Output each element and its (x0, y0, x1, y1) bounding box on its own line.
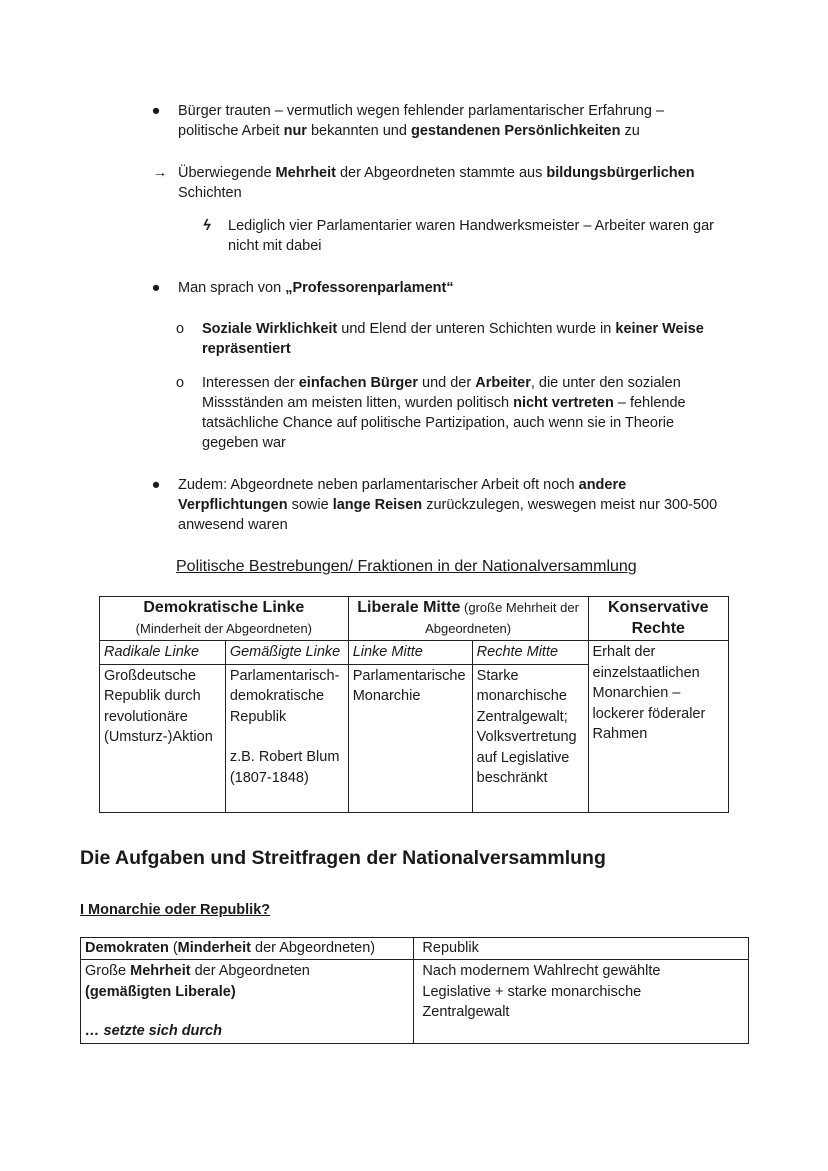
text: nicht mit dabei (228, 238, 322, 254)
header-label: Demokratische Linke (143, 599, 305, 616)
bold-text: Arbeiter (475, 375, 531, 391)
paragraph-professorenparlament (178, 278, 738, 298)
header-liberale-mitte (348, 597, 588, 641)
text: der Abgeordneten (190, 963, 310, 979)
table-row (100, 641, 729, 665)
text: Interessen der (202, 375, 299, 391)
header-sublabel: (große Mehrheit der Abgeordneten) (425, 600, 579, 636)
header-label: Konservative Rechte (608, 599, 709, 637)
table-row (81, 960, 749, 1044)
bold-italic-text: … setzte sich durch (85, 1023, 222, 1039)
cell-text: Parlamentarisch-demokratische Republik (229, 667, 340, 725)
section-subheading: I Monarchie oder Republik? (80, 902, 271, 918)
bold-text: einfachen Bürger (298, 375, 418, 391)
text: zurückzulegen, weswegen meist nur 300-500 (422, 497, 718, 513)
text: Schichten (178, 185, 242, 201)
bold-text: Mehrheit (130, 963, 191, 979)
bold-text: Verpflichtungen (178, 497, 288, 513)
text: tatsächliche Chance auf politische Partizipation, auch wenn sie in Theorie (202, 415, 675, 431)
cell-konservative-text: Erhalt der einzelstaatlichen Monarchien – lockerer föderaler Rahmen (588, 641, 729, 813)
cell-rechte-mitte: Starke monarchische Zentralgewalt; Volksvertretung auf Legislative beschränkt (472, 664, 588, 812)
bold-text: bildungsbürgerlichen (546, 165, 695, 181)
circle-bullet-icon: o (175, 321, 185, 337)
subheader-radikale-linke: Radikale Linke (100, 641, 226, 665)
text: Missständen am meisten litten, wurden politisch (202, 395, 514, 411)
bold-text: Mehrheit (275, 165, 336, 181)
section-heading: Die Aufgaben und Streitfragen der Nationalversammlung (80, 847, 606, 869)
text: gegeben war (202, 435, 286, 451)
text: Zudem: Abgeordnete neben parlamentarischer Arbeit oft noch (178, 477, 579, 493)
table-title: Politische Bestrebungen/ Fraktionen in der Nationalversammlung (176, 558, 637, 575)
text: zu (620, 123, 640, 139)
cell-wahlrecht: Nach modernem Wahlrecht gewählte Legislative + starke monarchische Zentralgewalt (414, 960, 749, 1044)
table-row (81, 938, 749, 960)
arrow-right-icon: → (152, 165, 168, 181)
text: der Abgeordneten) (250, 940, 376, 956)
bold-text: gestandenen Persönlichkeiten (410, 123, 621, 139)
cell-demokraten (81, 938, 414, 960)
header-konservative-rechte (588, 597, 729, 641)
circle-bullet-icon: o (175, 375, 185, 391)
paragraph-soziale-wirklichkeit (202, 319, 742, 359)
cell-radikale-linke: Großdeutsche Republik durch revolutionäre (Umsturz-)Aktion (100, 664, 226, 812)
bold-text: Minderheit (177, 940, 251, 956)
lightning-icon: ϟ (203, 218, 211, 234)
text: und der (417, 375, 476, 391)
text: , die unter den sozialen (530, 375, 681, 391)
bold-text: andere (578, 477, 627, 493)
header-sublabel: (Minderheit der Abgeordneten) (135, 620, 313, 636)
text: der Abgeordneten stammte aus (335, 165, 547, 181)
bold-text: repräsentiert (202, 341, 291, 357)
bold-text: keiner Weise (615, 321, 704, 337)
bold-text: Soziale Wirklichkeit (202, 321, 338, 337)
paragraph-mehrheit (178, 163, 748, 203)
bold-text: nicht vertreten (513, 395, 614, 411)
bold-text: lange Reisen (332, 497, 423, 513)
bullet-dot: ● (151, 280, 161, 296)
text: sowie (287, 497, 333, 513)
text: Man sprach von (178, 280, 286, 296)
subheader-gemaessigte-linke: Gemäßigte Linke (225, 641, 348, 665)
cell-mehrheit (81, 960, 414, 1044)
text: Überwiegende (178, 165, 276, 181)
cell-linke-mitte: Parlamentarische Monarchie (348, 664, 472, 812)
cell-gemaessigte-linke (225, 664, 348, 812)
bold-text: „Professorenparlament“ (285, 280, 454, 296)
fraktionen-table (99, 596, 729, 813)
bullet-dot: ● (151, 477, 161, 493)
text: Große (85, 963, 131, 979)
paragraph-interessen (202, 373, 742, 453)
subheader-linke-mitte: Linke Mitte (348, 641, 472, 665)
monarchie-republik-table (80, 937, 749, 1044)
text: bekannten und (306, 123, 411, 139)
text: und Elend der unteren Schichten wurde in (337, 321, 616, 337)
cell-republik: Republik (414, 938, 749, 960)
bold-text: Demokraten (85, 940, 169, 956)
subheader-rechte-mitte: Rechte Mitte (472, 641, 588, 665)
paragraph-zudem (178, 475, 748, 535)
header-demokratische-linke (100, 597, 349, 641)
text: anwesend waren (178, 517, 288, 533)
text: – fehlende (613, 395, 686, 411)
text: Bürger trauten – vermutlich wegen fehlender parlamentarischer Erfahrung – (178, 103, 665, 119)
bullet-dot: ● (151, 103, 161, 119)
text: Lediglich vier Parlamentarier waren Handwerksmeister – Arbeiter waren gar (228, 218, 714, 234)
bold-text: nur (283, 123, 307, 139)
header-label: Liberale Mitte (357, 599, 461, 616)
cell-text: z.B. Robert Blum (1807-1848) (229, 749, 340, 786)
paragraph-handwerksmeister (228, 216, 748, 256)
table-row (100, 597, 729, 641)
text: politische Arbeit (178, 123, 284, 139)
paragraph-buerger-trauten (178, 101, 738, 141)
text: ( (168, 940, 178, 956)
bold-text: (gemäßigten Liberale) (85, 983, 236, 1000)
